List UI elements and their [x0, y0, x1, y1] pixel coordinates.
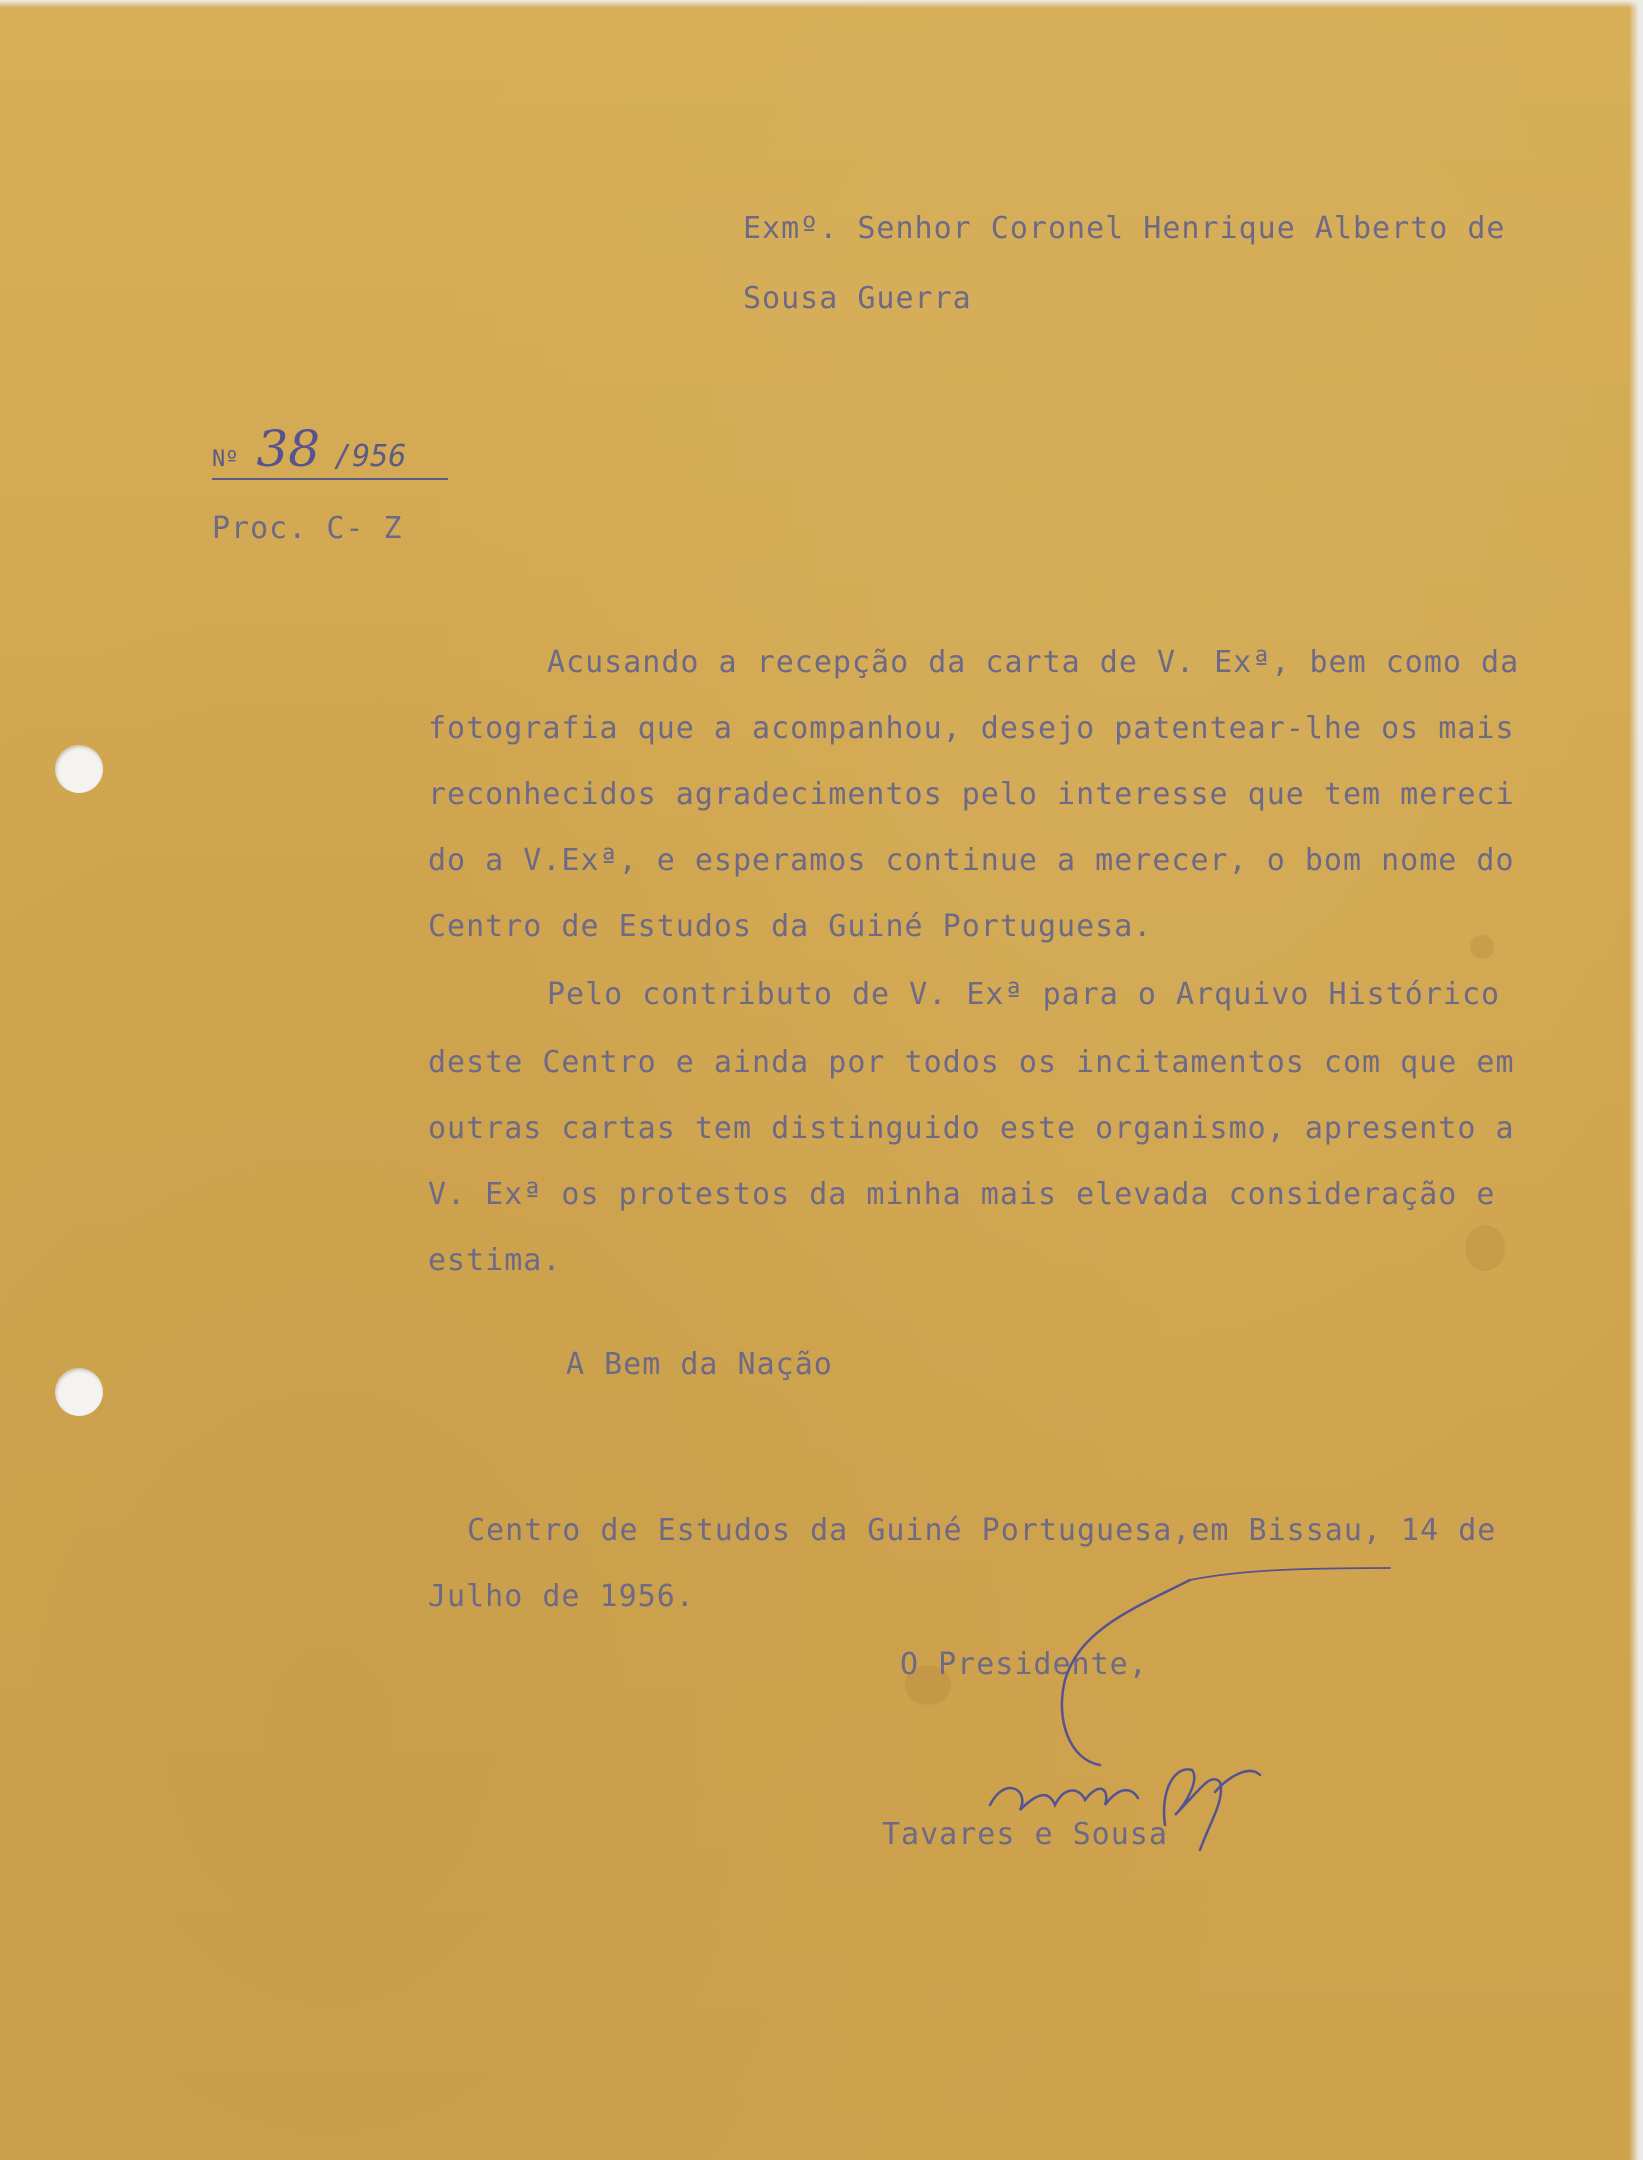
paper-stain — [1465, 1225, 1505, 1271]
body-line: do a V.Exª, e esperamos continue a merecer, o bom nome do — [428, 843, 1515, 878]
paper-top-edge — [0, 0, 1643, 8]
signature-long-stroke — [1190, 1568, 1390, 1580]
reference-number — [212, 420, 406, 478]
signature-loop-stroke — [1062, 1580, 1190, 1765]
paper-right-edge — [1629, 0, 1643, 2160]
addressee-line-1: Exmº. Senhor Coronel Henrique Alberto de — [743, 211, 1506, 246]
process-reference: Proc. C- Z — [212, 511, 403, 546]
reference-number-prefix: Nº — [212, 447, 239, 472]
body-line: Acusando a recepção da carta de V. Exª, bem como da — [547, 645, 1520, 680]
body-line: outras cartas tem distinguido este organismo, apresento a — [428, 1111, 1515, 1146]
body-line: Pelo contributo de V. Exª para o Arquivo Histórico — [547, 977, 1501, 1012]
reference-number-handwritten: 38 — [256, 420, 321, 478]
body-line: Centro de Estudos da Guiné Portuguesa. — [428, 909, 1153, 944]
paper-stain — [1470, 935, 1494, 959]
signature-initials-stroke — [1164, 1769, 1260, 1850]
body-line: reconhecidos agradecimentos pelo interesse que tem mereci — [428, 777, 1515, 812]
reference-underline — [212, 478, 448, 480]
signatory-name: Tavares e Sousa — [882, 1817, 1168, 1852]
addressee-line-2: Sousa Guerra — [743, 281, 972, 316]
body-line: fotografia que a acompanhou, desejo patentear-lhe os mais — [428, 711, 1515, 746]
handwritten-signature — [960, 1560, 1480, 1860]
body-line: deste Centro e ainda por todos os incitamentos com que em — [428, 1045, 1515, 1080]
punch-hole-upper — [55, 745, 103, 793]
reference-number-year: /956 — [334, 439, 407, 474]
signature-word-stroke — [990, 1788, 1138, 1810]
place-date-line-1: Centro de Estudos da Guiné Portuguesa,em Bissau, 14 de — [467, 1513, 1497, 1548]
body-line: V. Exª os protestos da minha mais elevada consideração e — [428, 1177, 1496, 1212]
place-date-line-2: Julho de 1956. — [428, 1579, 695, 1614]
closing-formula: A Bem da Nação — [566, 1347, 833, 1382]
signatory-title: O Presidente, — [900, 1647, 1148, 1682]
punch-hole-lower — [55, 1368, 103, 1416]
body-line: estima. — [428, 1243, 562, 1278]
